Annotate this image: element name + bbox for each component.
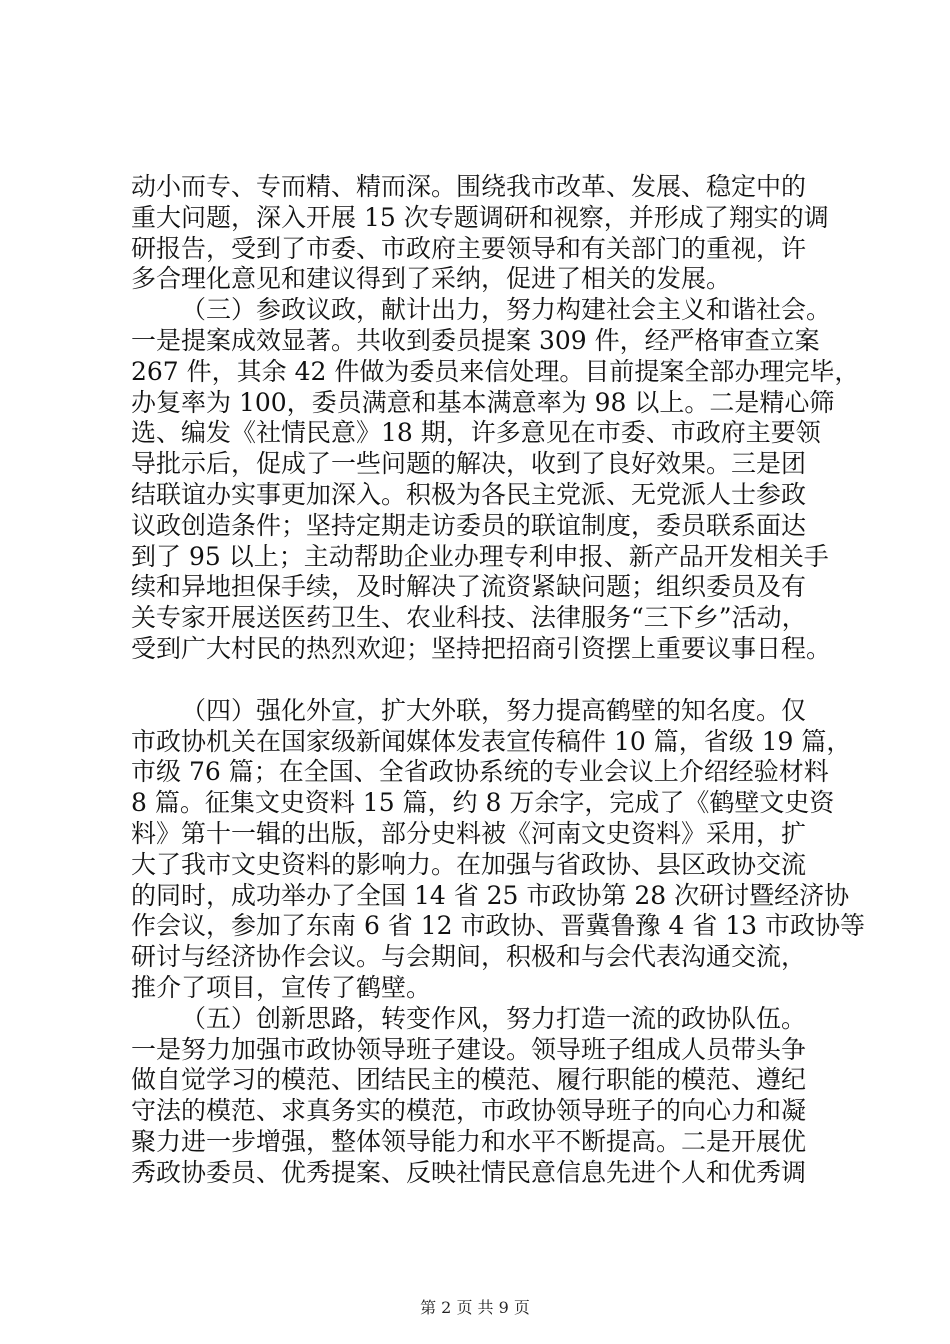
text-line: 多合理化意见和建议得到了采纳，促进了相关的发展。 <box>131 264 732 294</box>
text-line: 聚力进一步增强，整体领导能力和水平不断提高。二是开展优 <box>131 1126 807 1156</box>
text-line: 到了 95 以上；主动帮助企业办理专利申报、新产品开发相关手 <box>131 541 829 571</box>
text-line: 市政协机关在国家级新闻媒体发表宣传稿件 10 篇，省级 19 篇， <box>131 726 852 756</box>
text-line: 一是提案成效显著。共收到委员提案 309 件，经严格审查立案 <box>131 325 820 355</box>
text-line: 办复率为 100，委员满意和基本满意率为 98 以上。二是精心筛 <box>131 387 835 417</box>
section-heading-line: （三）参政议政，献计出力，努力构建社会主义和谐社会。 <box>181 295 832 325</box>
document-body <box>131 172 866 1189</box>
text-line: 议政创造条件；坚持定期走访委员的联谊制度，委员联系面达 <box>131 510 807 540</box>
text-line: 做自觉学习的模范、团结民主的模范、履行职能的模范、遵纪 <box>131 1065 807 1095</box>
text-line: 动小而专、专而精、精而深。围绕我市改革、发展、稳定中的 <box>131 172 807 201</box>
text-line: 重大问题，深入开展 15 次专题调研和视察，并形成了翔实的调 <box>131 202 829 232</box>
text-line: 料》第十一辑的出版，部分史料被《河南文史资料》采用，扩 <box>131 818 807 848</box>
text-line: 结联谊办实事更加深入。积极为各民主党派、无党派人士参政 <box>131 479 807 509</box>
text-line: 作会议，参加了东南 6 省 12 市政协、晋冀鲁豫 4 省 13 市政协等 <box>131 911 866 941</box>
text-line: 守法的模范、求真务实的模范，市政协领导班子的向心力和凝 <box>131 1096 807 1126</box>
text-line: 8 篇。征集文史资料 15 篇，约 8 万余字，完成了《鹤壁文史资 <box>131 788 835 818</box>
text-line: 研报告，受到了市委、市政府主要领导和有关部门的重视，许 <box>131 233 807 263</box>
page-number-footer: 第 2 页 共 9 页 <box>420 1298 530 1317</box>
text-line: 市级 76 篇；在全国、全省政协系统的专业会议上介绍经验材料 <box>131 757 829 787</box>
text-line: 选、编发《社情民意》18 期，许多意见在市委、市政府主要领 <box>131 418 821 448</box>
text-line: 267 件，其余 42 件做为委员来信处理。目前提案全部办理完毕， <box>131 356 860 386</box>
section-heading-line: （四）强化外宣，扩大外联，努力提高鹤壁的知名度。仅 <box>181 695 807 725</box>
text-line: 受到广大村民的热烈欢迎；坚持把招商引资摆上重要议事日程。 <box>131 633 832 663</box>
text-line: 秀政协委员、优秀提案、反映社情民意信息先进个人和优秀调 <box>131 1157 807 1187</box>
text-line: 导批示后，促成了一些问题的解决，收到了良好效果。三是团 <box>131 449 807 479</box>
text-line: 大了我市文史资料的影响力。在加强与省政协、县区政协交流 <box>131 849 807 879</box>
text-line: 推介了项目，宣传了鹤壁。 <box>131 972 432 1002</box>
text-line: 研讨与经济协作会议。与会期间，积极和与会代表沟通交流， <box>131 942 807 972</box>
text-line: 关专家开展送医药卫生、农业科技、法律服务“三下乡”活动， <box>131 603 807 633</box>
paragraph-gap <box>131 665 861 696</box>
text-line: 的同时，成功举办了全国 14 省 25 市政协第 28 次研讨暨经济协 <box>131 880 850 910</box>
text-line: 一是努力加强市政协领导班子建设。领导班子组成人员带头争 <box>131 1034 807 1064</box>
text-line: 续和异地担保手续，及时解决了流资紧缺问题；组织委员及有 <box>131 572 807 602</box>
section-heading-line: （五）创新思路，转变作风，努力打造一流的政协队伍。 <box>181 1003 807 1033</box>
